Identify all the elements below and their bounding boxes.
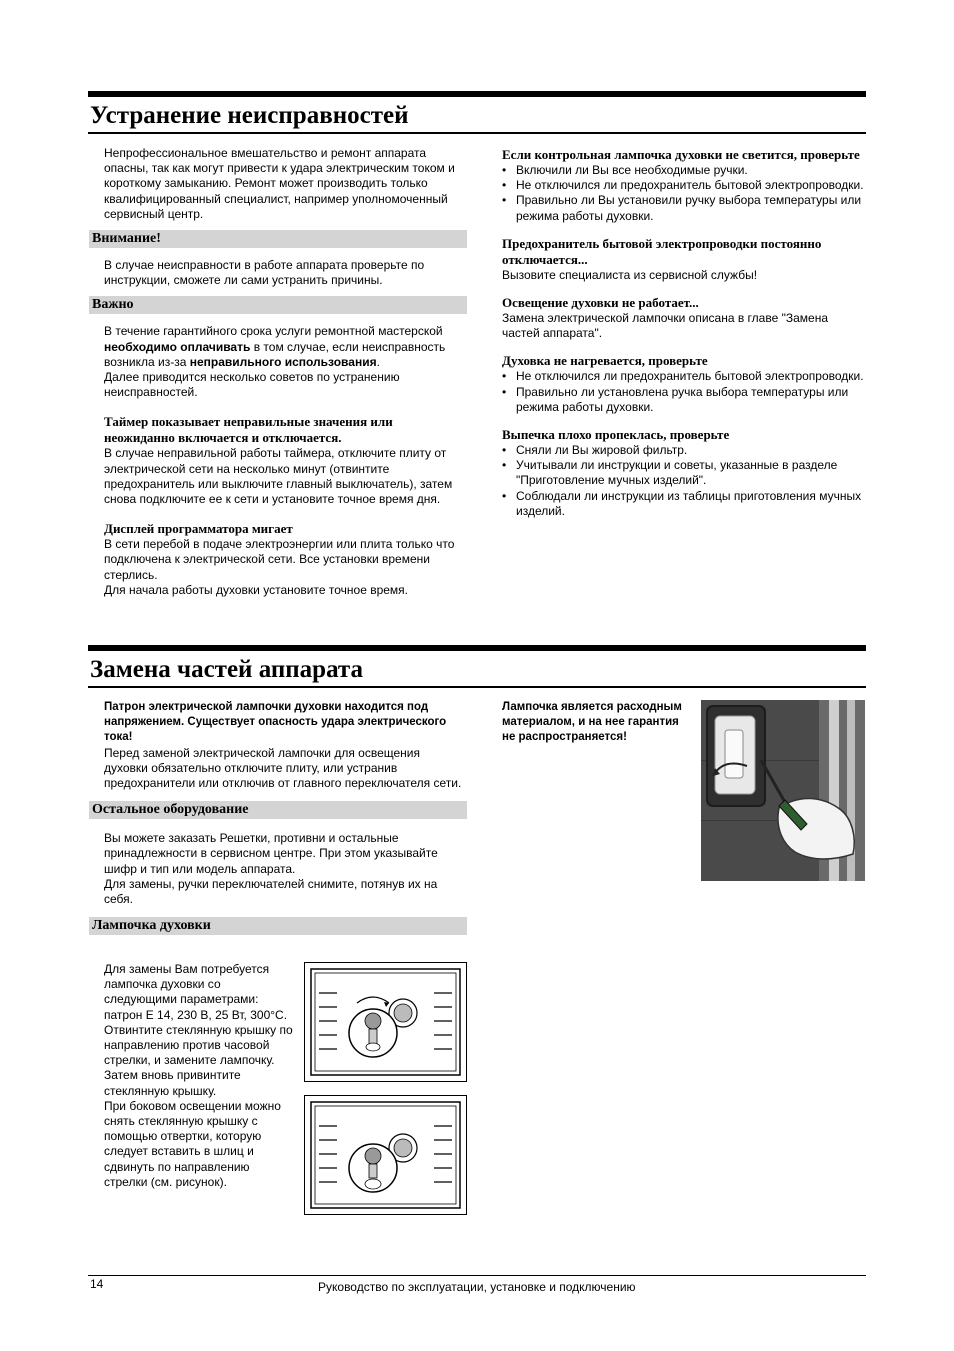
warning-heading: Внимание!	[89, 230, 467, 248]
other-equipment-text-1: Вы можете заказать Решетки, противни и остальные принадлежности в сервисном центре. При этом указывайте шифр и тип или модель аппарата.	[104, 831, 438, 876]
display-heading: Дисплей программатора мигает	[104, 521, 293, 537]
important-paragraph	[104, 324, 464, 370]
other-equipment-text-2: Для замены, ручки переключателей снимите, потянув их на себя.	[104, 876, 438, 907]
section-1-top-rule	[88, 91, 866, 97]
list-item: • Учитывали ли инструкции и советы, указанные в разделе "Приготовление мучных изделий".	[502, 458, 866, 488]
fuse-text: Вызовите специалиста из сервисной службы!	[502, 267, 758, 282]
display-text-1: В сети перебой в подаче электроэнергии или плита только что подключена к электрической сети. Все установки времени стерлись.	[104, 537, 455, 582]
important-text-1: В течение гарантийного срока услуги ремонтной мастерской	[104, 324, 443, 339]
side-lamp-photo	[701, 700, 865, 881]
lamp-heading: Если контрольная лампочка духовки не светится, проверьте	[502, 147, 860, 162]
important-text-3: .	[376, 354, 380, 369]
display-text-2: Для начала работы духовки установите точное время.	[104, 582, 409, 597]
important-heading: Важно	[89, 296, 467, 314]
fuse-heading: Предохранитель бытовой электропроводки постоянно отключается...	[502, 235, 822, 267]
bulb-text-3: При боковом освещении можно снять стеклянную крышку с помощью отвертки, которую следует вставить в шлиц и сдвинуть по направлению стрелки (см. рисунок).	[104, 1098, 281, 1189]
side-lamp-photo-svg	[701, 700, 865, 881]
list-item: • Включили ли Вы все необходимые ручки.	[502, 163, 866, 178]
oven-lamp-diagram-top	[304, 962, 467, 1082]
section-2-underline	[88, 686, 866, 688]
oven-diagram-svg	[305, 963, 466, 1081]
section-1-left-column	[92, 146, 464, 598]
bake-checklist	[502, 443, 866, 519]
list-item: • Не отключился ли предохранитель бытовой электропроводки.	[502, 369, 866, 384]
important-bold-2: неправильного использования	[189, 354, 377, 369]
section-2-top-rule	[88, 645, 866, 651]
list-item: • Правильно ли Вы установили ручку выбора температуры или режима работы духовки.	[502, 193, 866, 223]
other-equipment-heading: Остальное оборудование	[89, 801, 467, 819]
footer-rule	[88, 1275, 866, 1276]
light-heading: Освещение духовки не работает...	[502, 295, 699, 311]
important-paragraph-2: Далее приводится несколько советов по устранению неисправностей.	[104, 370, 400, 400]
intro-text: Непрофессиональное вмешательство и ремонт аппарата опасны, так как могут привести к удара электрическим током и короткому замыканию. Ремонт может производить только квалифицированный специалист, например уполномоченный сервисный центр.	[104, 146, 455, 221]
consumable-note: Лампочка является расходным материалом, и на нее гарантия не распространяется!	[502, 701, 682, 744]
bulb-text-1: Для замены Вам потребуется лампочка духовки со следующими параметрами: патрон E 14, 230 В, 25 Вт, 300°C.	[104, 962, 288, 1022]
section-1-underline	[88, 132, 866, 134]
important-text-2: в том случае, если неисправность возникла из-за	[104, 339, 446, 369]
section-2-title: Замена частей аппарата	[90, 656, 364, 683]
bulb-text-column	[104, 962, 294, 1190]
lamp-checklist	[502, 163, 866, 224]
footer-title: Руководство по эксплуатации, установке и подключению	[318, 1280, 636, 1294]
oven-diagram-svg-2	[305, 1096, 466, 1214]
warning-text: В случае неисправности в работе аппарата проверьте по инструкции, сможете ли сами устранить причины.	[104, 258, 425, 288]
list-item: • Сняли ли Вы жировой фильтр.	[502, 443, 866, 458]
section-1-title: Устранение неисправностей	[90, 102, 409, 129]
section-2-left-column	[92, 700, 464, 935]
timer-text: В случае неправильной работы таймера, отключите плиту от электрической сети на несколько минут (отвинтите предохранитель или выключите главный выключатель), затем снова подключите ее к сети и установите точное время дня.	[104, 446, 453, 507]
bake-heading: Выпечка плохо пропеклась, проверьте	[502, 427, 730, 443]
bulb-text-2: Отвинтите стеклянную крышку по направлению против часовой стрелки, и замените лампочку. Затем вновь привинтите стеклянную крышку.	[104, 1022, 293, 1098]
heat-checklist	[502, 369, 866, 415]
important-bold-1: необходимо оплачивать	[104, 339, 251, 354]
heat-heading: Духовка не нагревается, проверьте	[502, 353, 708, 369]
timer-heading: Таймер показывает неправильные значения или неожиданно включается и отключается.	[104, 414, 393, 446]
list-item: • Соблюдали ли инструкции из таблицы приготовления мучных изделий.	[502, 489, 866, 519]
light-text: Замена электрической лампочки описана в главе "Замена частей аппарата".	[502, 311, 829, 341]
section-2-right-column	[502, 700, 687, 746]
page-number: 14	[90, 1277, 104, 1291]
list-item: • Не отключился ли предохранитель бытовой электропроводки.	[502, 178, 866, 193]
list-item: • Правильно ли установлена ручка выбора температуры или режима работы духовки.	[502, 385, 866, 415]
danger-text: Перед заменой электрической лампочки для освещения духовки обязательно отключите плиту, или устранив предохранители или отключив от главного переключателя сети.	[104, 745, 462, 791]
danger-warning: Патрон электрической лампочки духовки находится под напряжением. Существует опасность удара электрического тока!	[104, 701, 447, 744]
oven-bulb-heading: Лампочка духовки	[89, 917, 467, 935]
section-1-right-column	[502, 147, 866, 519]
oven-lamp-diagram-bottom	[304, 1095, 467, 1215]
